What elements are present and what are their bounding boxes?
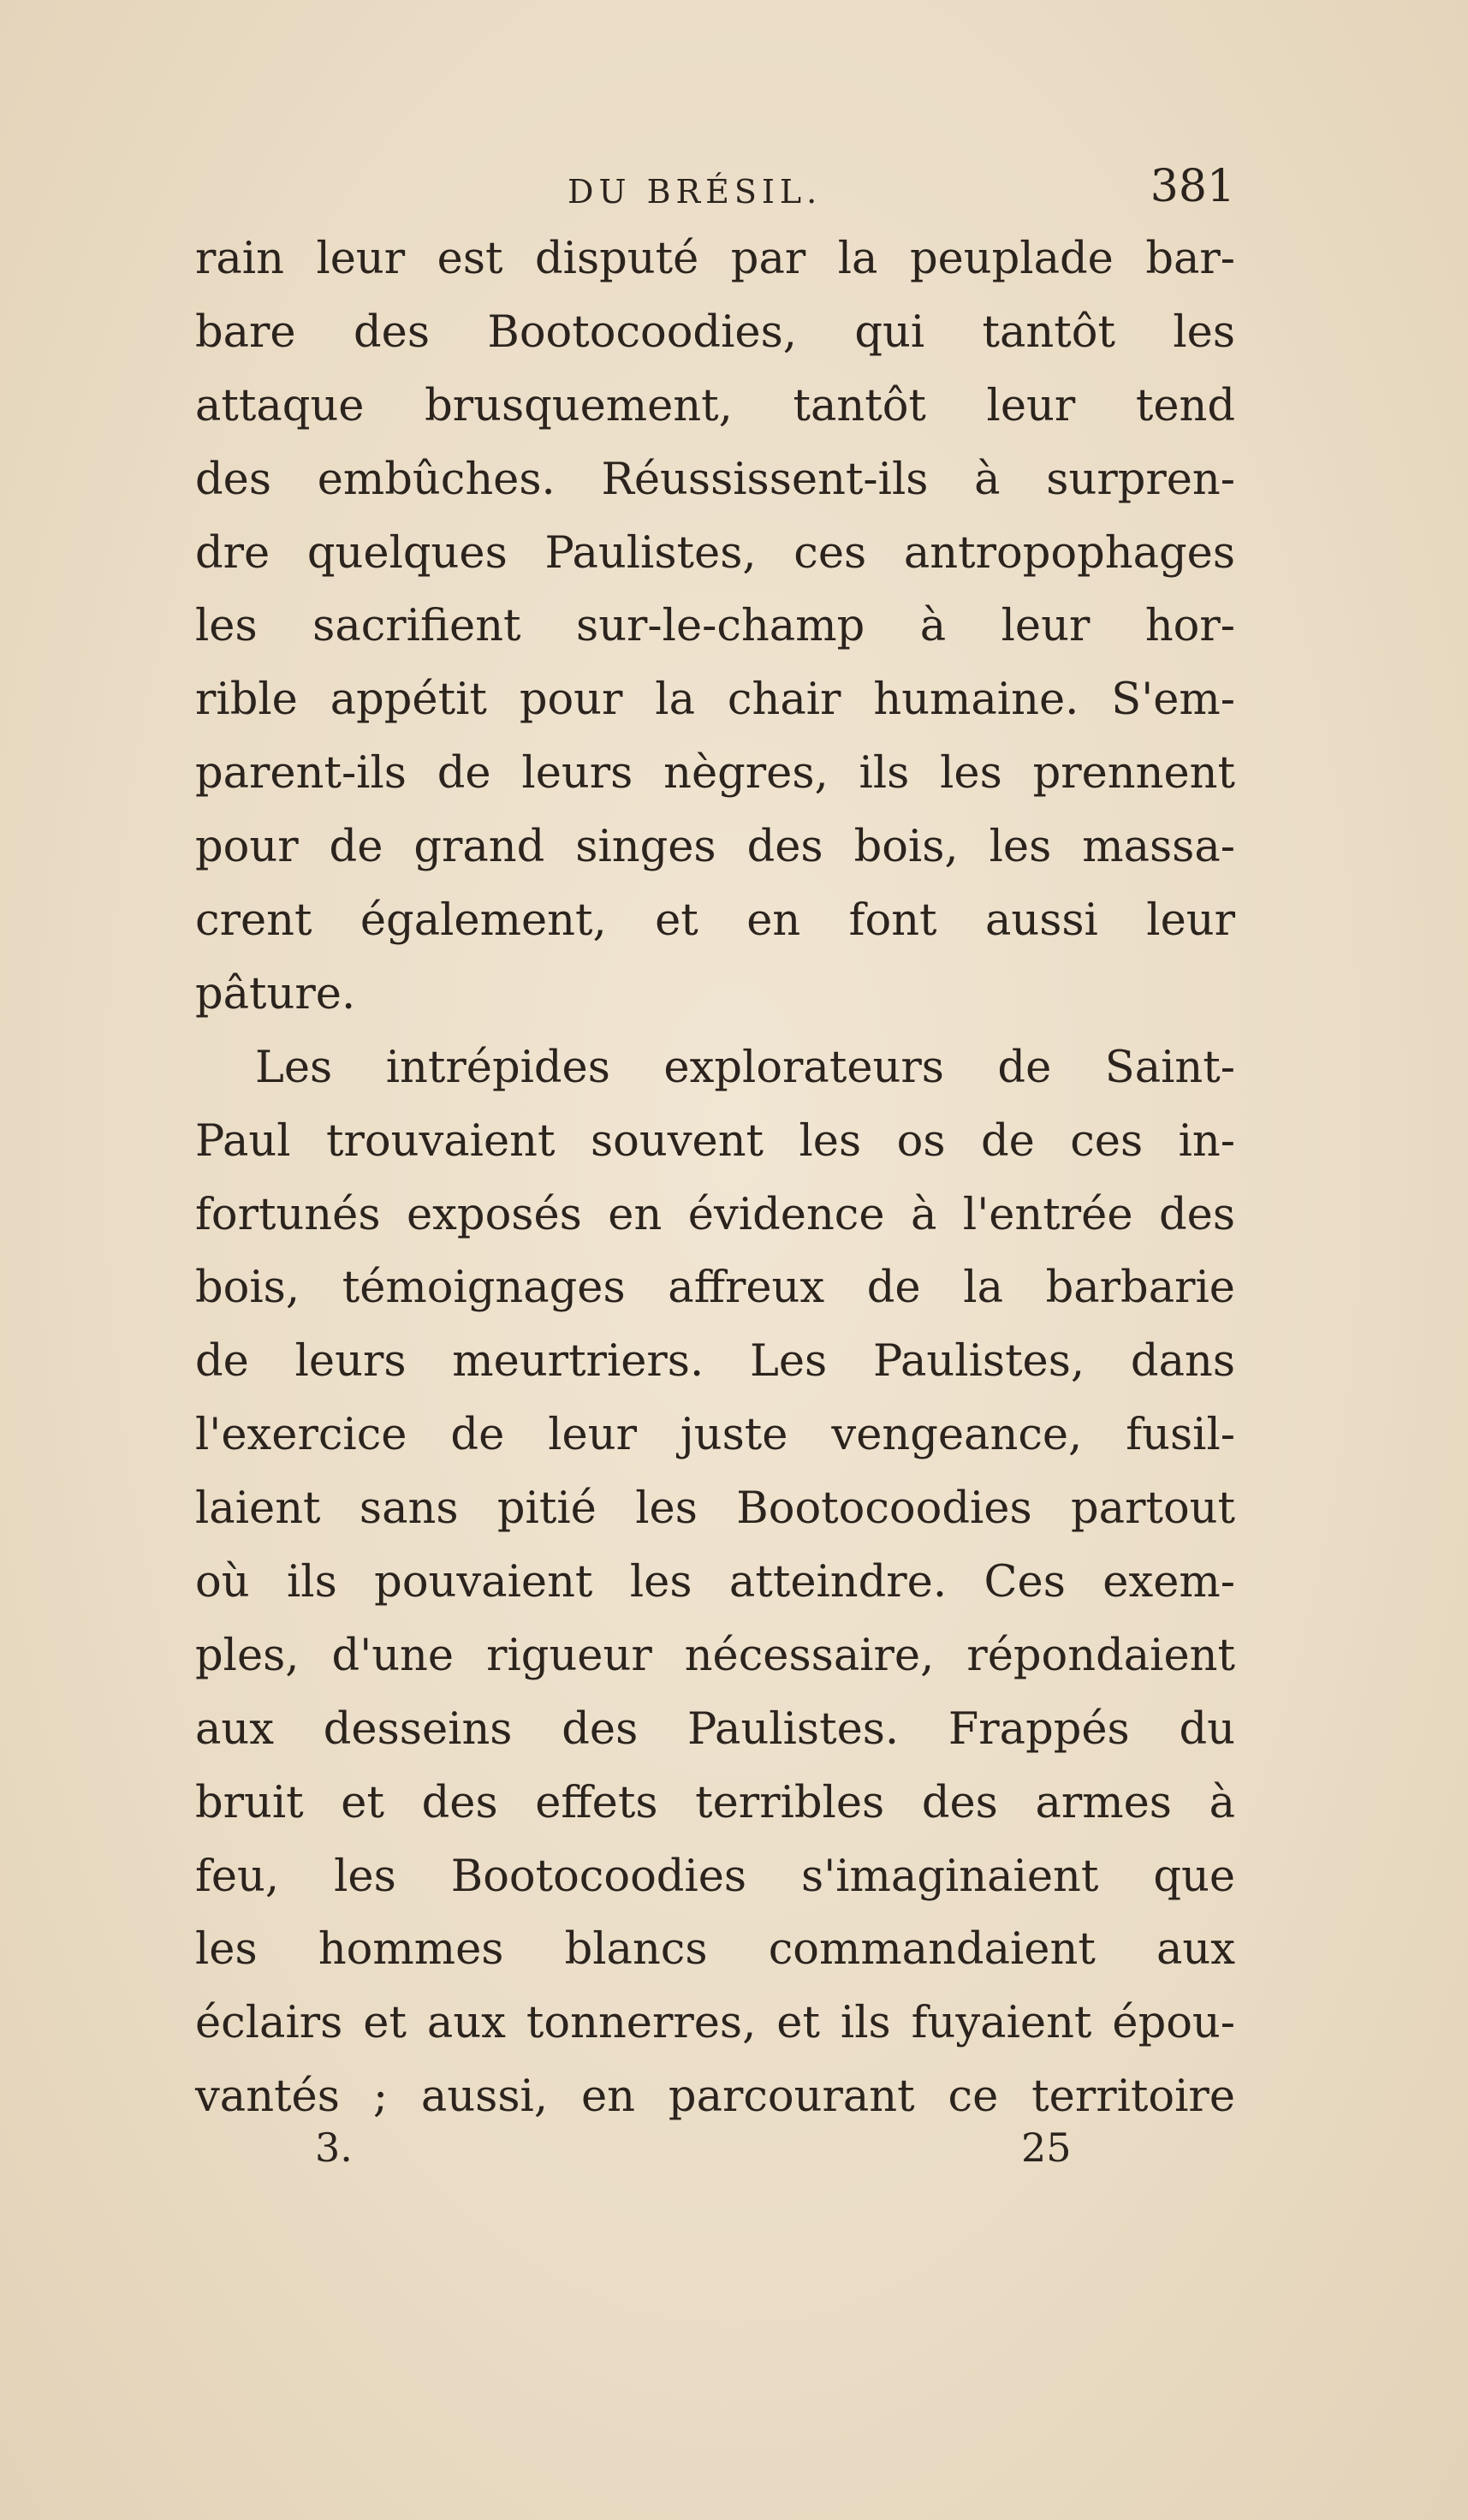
text-line: pâture. xyxy=(195,968,356,1019)
body-text xyxy=(195,223,1235,2134)
text-line: de leurs meurtriers. Les Paulistes, dans xyxy=(195,1336,1235,1388)
text-line: des embûches. Réussissent-ils à surpren- xyxy=(195,454,1235,505)
text-line: bare des Bootocoodies, qui tantôt les xyxy=(195,306,1235,358)
text-line: rain leur est disputé par la peuplade bar- xyxy=(195,234,1235,284)
text-line: les hommes blancs commandaient aux xyxy=(195,1924,1235,1976)
running-head: DU BRÉSIL. xyxy=(568,173,823,211)
page-footer xyxy=(195,2125,1235,2184)
text-line: feu, les Bootocoodies s'imaginaient que xyxy=(195,1851,1235,1902)
text-line: pour de grand singes des bois, les massa- xyxy=(195,822,1235,873)
page-header xyxy=(195,161,1235,221)
text-line: ples, d'une rigueur nécessaire, répondaient xyxy=(195,1630,1235,1681)
text-line: bruit et des effets terribles des armes à xyxy=(195,1777,1235,1828)
text-line: les sacrifient sur-le-champ à leur hor- xyxy=(195,601,1235,652)
text-line: rible appétit pour la chair humaine. S'em- xyxy=(195,675,1235,726)
page-number: 381 xyxy=(1150,161,1235,212)
text-line: où ils pouvaient les atteindre. Ces exem- xyxy=(195,1557,1235,1608)
gathering-number: 25 xyxy=(1021,2125,1072,2171)
text-line: éclairs et aux tonnerres, et ils fuyaient épou- xyxy=(195,1998,1235,2049)
text-line: attaque brusquement, tantôt leur tend xyxy=(195,380,1235,431)
text-line: parent-ils de leurs nègres, ils les prennent xyxy=(195,748,1235,799)
text-line: laient sans pitié les Bootocoodies partout xyxy=(195,1483,1235,1535)
text-line: Les intrépides explorateurs de Saint- xyxy=(255,1042,1235,1093)
text-line: l'exercice de leur juste vengeance, fusil- xyxy=(195,1410,1235,1461)
text-line: dre quelques Paulistes, ces antropophages xyxy=(195,527,1235,579)
text-line: bois, témoignages affreux de la barbarie xyxy=(195,1263,1235,1314)
text-line: crent également, et en font aussi leur xyxy=(195,895,1235,947)
text-line: fortunés exposés en évidence à l'entrée des xyxy=(195,1189,1235,1240)
text-line: aux desseins des Paulistes. Frappés du xyxy=(195,1703,1235,1755)
signature-mark: 3. xyxy=(315,2125,353,2171)
text-line: vantés ; aussi, en parcourant ce territoire xyxy=(195,2071,1235,2123)
text-line: Paul trouvaient souvent les os de ces in- xyxy=(195,1115,1235,1167)
